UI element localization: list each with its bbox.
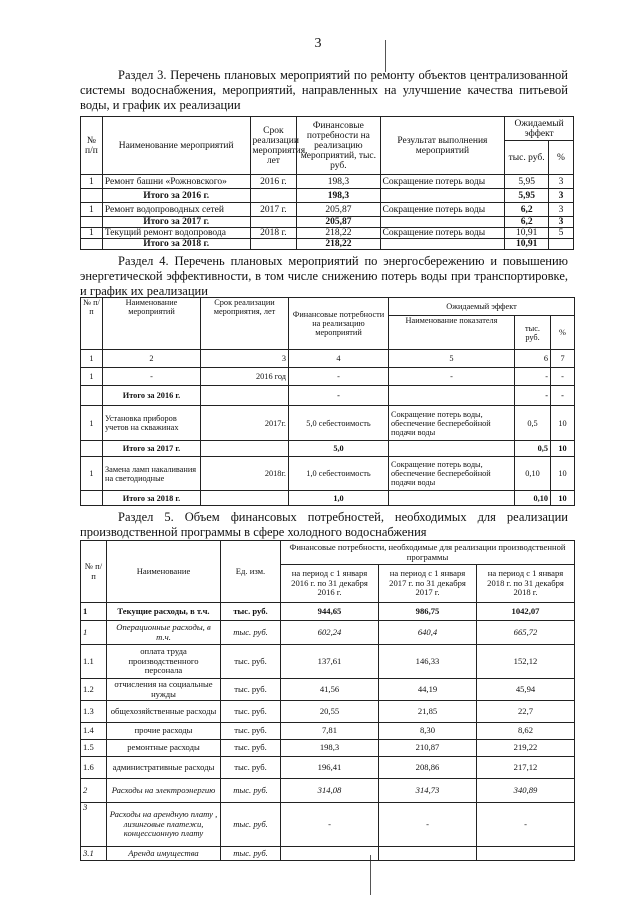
- cell: [201, 491, 289, 506]
- cell: 217,12: [477, 757, 575, 779]
- cell: Сокращение потерь воды, обеспечение бесперебойной подачи воды: [389, 406, 515, 441]
- cell: 3: [548, 175, 573, 189]
- cell: 146,33: [379, 645, 477, 679]
- cell: 1.6: [81, 757, 107, 779]
- cell: Итого за 2018 г.: [103, 491, 201, 506]
- cell: Ремонт башни «Рожновского»: [102, 175, 250, 189]
- cell: 3: [548, 203, 573, 217]
- table-row: [81, 757, 575, 779]
- cell: 0,5: [515, 406, 551, 441]
- cell: 2017 г.: [250, 203, 297, 217]
- cell: 205,87: [297, 217, 380, 228]
- cell: 2017г.: [201, 406, 289, 441]
- cell: 45,94: [477, 679, 575, 701]
- cell: [380, 239, 505, 250]
- table-row: [81, 217, 574, 228]
- cell: Итого за 2016 г.: [103, 386, 201, 406]
- header-effect-pct: %: [548, 141, 573, 175]
- cell: 22,7: [477, 701, 575, 723]
- cell: 137,61: [281, 645, 379, 679]
- cell: 4: [289, 350, 389, 368]
- cell: 5: [389, 350, 515, 368]
- header-period-2018: на период с 1 января 2018 г. по 31 декабря 2018 г.: [477, 565, 575, 603]
- cell: Текущий ремонт водопровода: [102, 228, 250, 239]
- header-unit: Ед. изм.: [221, 541, 281, 603]
- cell: 7: [551, 350, 575, 368]
- cell: 10: [551, 406, 575, 441]
- cell: Итого за 2017 г.: [102, 217, 250, 228]
- header-effect-rub: тыс. руб.: [505, 141, 549, 175]
- cell: 1.4: [81, 723, 107, 740]
- header-effect: Ожидаемый эффект: [389, 298, 575, 316]
- cell: -: [389, 368, 515, 386]
- cell: 3: [201, 350, 289, 368]
- header-rub: тыс. руб.: [515, 316, 551, 350]
- cell: 5: [548, 228, 573, 239]
- header-period-2016: на период с 1 января 2016 г. по 31 декабря 2016 г.: [281, 565, 379, 603]
- cell: тыс. руб.: [221, 679, 281, 701]
- cell: Аренда имущества: [107, 847, 221, 861]
- section3-table: [80, 116, 574, 250]
- cell: [201, 441, 289, 457]
- cell: тыс. руб.: [221, 723, 281, 740]
- header-period-2017: на период с 1 января 2017 г. по 31 декабря 2017 г.: [379, 565, 477, 603]
- cell: 10,91: [505, 228, 549, 239]
- header-num: № п/п: [81, 117, 103, 175]
- cell: [81, 189, 103, 203]
- cell: [380, 189, 505, 203]
- cell: 198,3: [297, 175, 380, 189]
- table-row: [81, 621, 575, 645]
- table-row: [81, 228, 574, 239]
- cell: 5,95: [505, 175, 549, 189]
- cell: 198,3: [297, 189, 380, 203]
- cell: 1.1: [81, 645, 107, 679]
- cell: 41,56: [281, 679, 379, 701]
- section5-table: [80, 540, 575, 861]
- cell: 3: [548, 189, 573, 203]
- cell: тыс. руб.: [221, 645, 281, 679]
- cell: 1: [81, 228, 103, 239]
- cell: -: [281, 803, 379, 847]
- cell: -: [551, 386, 575, 406]
- cell: общехозяйственные расходы: [107, 701, 221, 723]
- header-result: Результат выполнения мероприятий: [380, 117, 505, 175]
- table-row: [81, 645, 575, 679]
- table-row: [81, 368, 575, 386]
- cell: 2016 г.: [250, 175, 297, 189]
- cell: 196,41: [281, 757, 379, 779]
- cell: 1: [81, 350, 103, 368]
- cell: тыс. руб.: [221, 779, 281, 803]
- cell: административные расходы: [107, 757, 221, 779]
- section5-heading: [80, 510, 568, 540]
- header-term: Срок реализации мероприятия, лет: [201, 298, 289, 350]
- cell: Сокращение потерь воды, обеспечение бесперебойной подачи воды: [389, 457, 515, 491]
- cell: [380, 217, 505, 228]
- cell: 1: [81, 621, 107, 645]
- cell: [81, 386, 103, 406]
- cell: [379, 847, 477, 861]
- cell: тыс. руб.: [221, 701, 281, 723]
- cell: 2018 г.: [250, 228, 297, 239]
- cell: 198,3: [281, 740, 379, 757]
- cell: тыс. руб.: [221, 621, 281, 645]
- cell: Сокращение потерь воды: [380, 228, 505, 239]
- cell: Итого за 2017 г.: [103, 441, 201, 457]
- cell: Расходы на арендную плату , лизинговые платежи, концессионную плату: [107, 803, 221, 847]
- table-row: [81, 723, 575, 740]
- cell: тыс. руб.: [221, 603, 281, 621]
- cell: [81, 239, 103, 250]
- cell: 1,0 себестоимость: [289, 457, 389, 491]
- cell: 1,0: [289, 491, 389, 506]
- header-fin: Финансовые потребности на реализацию мероприятий: [289, 298, 389, 350]
- cell: 1: [81, 603, 107, 621]
- cell: -: [103, 368, 201, 386]
- cell: 6,2: [505, 217, 549, 228]
- cell: 8,62: [477, 723, 575, 740]
- cell: 2: [103, 350, 201, 368]
- table-row: [81, 441, 575, 457]
- cell: 5,0: [289, 441, 389, 457]
- cell: 44,19: [379, 679, 477, 701]
- cell: [389, 491, 515, 506]
- header-name: Наименование мероприятий: [103, 298, 201, 350]
- table-row: [81, 406, 575, 441]
- cell: 205,87: [297, 203, 380, 217]
- cell: 218,22: [297, 228, 380, 239]
- cell: 219,22: [477, 740, 575, 757]
- cell: 2016 год: [201, 368, 289, 386]
- section3-heading: [80, 68, 568, 113]
- section5-heading-text: Раздел 5. Объем финансовых потребностей, необходимых для реализации производственной программы в сфере холодного водоснабжения: [80, 510, 568, 539]
- cell: [250, 239, 297, 250]
- cell: 218,22: [297, 239, 380, 250]
- cell: -: [379, 803, 477, 847]
- cell: [81, 441, 103, 457]
- cell: оплата труда производственного персонала: [107, 645, 221, 679]
- cell: тыс. руб.: [221, 847, 281, 861]
- table-row: [81, 701, 575, 723]
- cell: -: [515, 386, 551, 406]
- cell: Операционные расходы, в т.ч.: [107, 621, 221, 645]
- cell: [250, 189, 297, 203]
- cell: 6: [515, 350, 551, 368]
- table-row: [81, 847, 575, 861]
- table-row: [81, 779, 575, 803]
- section4-heading-text: Раздел 4. Перечень плановых мероприятий по энергосбережению и повышению энергетической эффективности, в том числе снижению потерь воды при транспортировке, и график их реализации: [80, 254, 568, 298]
- cell: 20,55: [281, 701, 379, 723]
- header-name: Наименование: [107, 541, 221, 603]
- table-row: [81, 803, 575, 847]
- cell: 0,10: [515, 457, 551, 491]
- cell: Текущие расходы, в т.ч.: [107, 603, 221, 621]
- table-row: [81, 386, 575, 406]
- cell: 665,72: [477, 621, 575, 645]
- cell: 640,4: [379, 621, 477, 645]
- cell: тыс. руб.: [221, 740, 281, 757]
- table-row: [81, 679, 575, 701]
- cell: 340,89: [477, 779, 575, 803]
- cell: 0,5: [515, 441, 551, 457]
- cell: 944,65: [281, 603, 379, 621]
- cell: 2: [81, 779, 107, 803]
- cell: 10,91: [505, 239, 549, 250]
- cell: [389, 386, 515, 406]
- header-name: Наименование мероприятий: [102, 117, 250, 175]
- cell: Итого за 2018 г.: [102, 239, 250, 250]
- cell: 6,2: [505, 203, 549, 217]
- cell: 986,75: [379, 603, 477, 621]
- page-number: 3: [314, 36, 322, 51]
- cell: 1: [81, 175, 103, 189]
- header-num: № п/п: [81, 298, 103, 350]
- cell: -: [289, 368, 389, 386]
- cell: 1.3: [81, 701, 107, 723]
- cell: 208,86: [379, 757, 477, 779]
- table-row: [81, 203, 574, 217]
- cell: 210,87: [379, 740, 477, 757]
- cell: [389, 441, 515, 457]
- cell: 21,85: [379, 701, 477, 723]
- cell: 1: [81, 368, 103, 386]
- cell: 3.1: [81, 847, 107, 861]
- cell: [477, 847, 575, 861]
- cell: 314,73: [379, 779, 477, 803]
- cell: [548, 239, 573, 250]
- cell: 314,08: [281, 779, 379, 803]
- cell: 10: [551, 457, 575, 491]
- cell: тыс. руб.: [221, 757, 281, 779]
- header-fin: Финансовые потребности, необходимые для реализации производственной программы: [281, 541, 575, 565]
- header-term: Срок реализации мероприятия, лет: [250, 117, 297, 175]
- table-row: [81, 603, 575, 621]
- header-effect: Ожидаемый эффект: [505, 117, 574, 141]
- cell: 5,0 себестоимость: [289, 406, 389, 441]
- cell: -: [477, 803, 575, 847]
- table-row: [81, 491, 575, 506]
- cell: 602,24: [281, 621, 379, 645]
- cell: Сокращение потерь воды: [380, 203, 505, 217]
- table-row: [81, 457, 575, 491]
- cell: Расходы на электроэнергию: [107, 779, 221, 803]
- cell: тыс. руб.: [221, 803, 281, 847]
- section3-heading-text: Раздел 3. Перечень плановых мероприятий по ремонту объектов централизованной системы водоснабжения, мероприятий, направленных на улучшение качества питьевой воды, и график их реализации: [80, 68, 568, 112]
- cell: 3: [548, 217, 573, 228]
- cell: Замена ламп накаливания на светодиодные: [103, 457, 201, 491]
- table-row: [81, 175, 574, 189]
- section4-table: [80, 297, 575, 506]
- table-row: [81, 740, 575, 757]
- cell: 5,95: [505, 189, 549, 203]
- header-fin: Финансовые потребности на реализацию мероприятий, тыс. руб.: [297, 117, 380, 175]
- cell: 0,10: [515, 491, 551, 506]
- table-row: [81, 189, 574, 203]
- header-indicator: Наименование показателя: [389, 316, 515, 350]
- cell: 1.5: [81, 740, 107, 757]
- cell: -: [289, 386, 389, 406]
- cell: 1.2: [81, 679, 107, 701]
- cell: 1: [81, 203, 103, 217]
- column-number-row: [81, 350, 575, 368]
- cell: Ремонт водопроводных сетей: [102, 203, 250, 217]
- cell: 3: [81, 803, 107, 847]
- cell: 7,81: [281, 723, 379, 740]
- header-pct: %: [551, 316, 575, 350]
- cell: ремонтные расходы: [107, 740, 221, 757]
- cell: Итого за 2016 г.: [102, 189, 250, 203]
- cell: 152,12: [477, 645, 575, 679]
- cell: 1042,07: [477, 603, 575, 621]
- cell: [281, 847, 379, 861]
- cell: 1: [81, 457, 103, 491]
- cell: Установка приборов учетов на скважинах: [103, 406, 201, 441]
- cell: 2018г.: [201, 457, 289, 491]
- cell: -: [551, 368, 575, 386]
- table-row: [81, 239, 574, 250]
- cell: [250, 217, 297, 228]
- cell: [81, 217, 103, 228]
- cell: прочие расходы: [107, 723, 221, 740]
- cell: 10: [551, 441, 575, 457]
- cell: [201, 386, 289, 406]
- cell: Сокращение потерь воды: [380, 175, 505, 189]
- cell: отчисления на социальные нужды: [107, 679, 221, 701]
- scan-line: [370, 855, 371, 895]
- section4-heading: [80, 254, 568, 299]
- cell: 1: [81, 406, 103, 441]
- cell: [81, 491, 103, 506]
- cell: 8,30: [379, 723, 477, 740]
- cell: 10: [551, 491, 575, 506]
- header-num: № п/п: [81, 541, 107, 603]
- cell: -: [515, 368, 551, 386]
